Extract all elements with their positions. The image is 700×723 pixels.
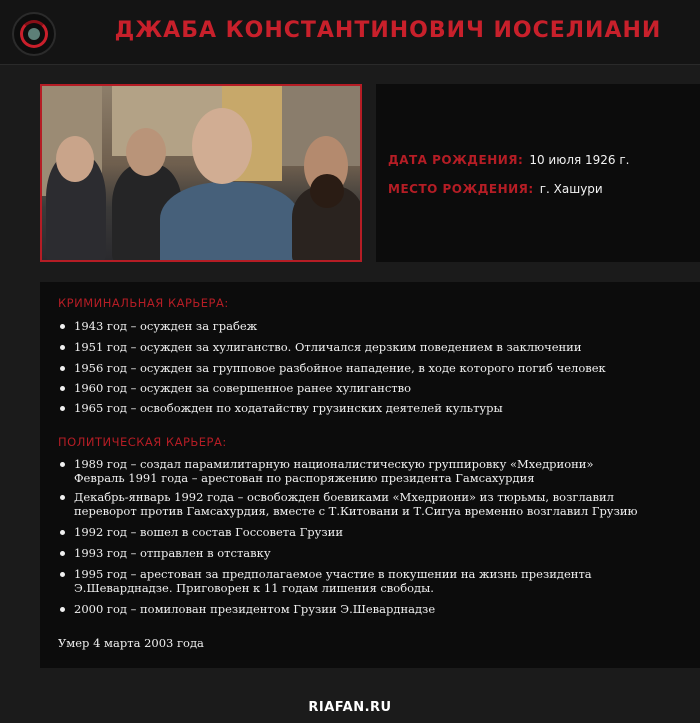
political-item: 1993 год – отправлен в отставку — [60, 546, 680, 560]
criminal-item: 1951 год – осужден за хулиганство. Отличался дерзким поведением в заключении — [60, 340, 680, 354]
logo-core — [28, 28, 40, 40]
footer-source: RIAFAN.RU — [308, 700, 392, 715]
bullet-icon — [60, 345, 65, 350]
bullet-icon — [60, 366, 65, 371]
page-title: ДЖАБА КОНСТАНТИНОВИЧ ИОСЕЛИАНИ — [114, 18, 662, 43]
political-item: 1995 год – арестован за предполагаемое участие в покушении на жизнь президента Э.Шеварднадзе. Приговорен к 11 годам лишения свободы. — [60, 567, 680, 595]
criminal-item: 1956 год – осужден за групповое разбойное нападение, в ходе которого погиб человек — [60, 361, 680, 375]
political-item: 1989 год – создал парамилитарную националистическую группировку «Мхедриони» Февраль 1991 года – арестован по распоряжению президента Гамсахурдия — [60, 457, 680, 485]
birth-date-label: ДАТА РОЖДЕНИЯ: — [388, 153, 524, 167]
birth-place-value: г. Хашури — [539, 182, 603, 196]
birth-info-panel — [376, 84, 700, 262]
page-header — [0, 0, 700, 65]
criminal-item: 1965 год – освобожден по ходатайству грузинских деятелей культуры — [60, 401, 680, 415]
criminal-item: 1960 год – осужден за совершенное ранее хулиганство — [60, 381, 680, 395]
political-item: 1992 год – вошел в состав Госсовета Грузии — [60, 525, 680, 539]
bullet-icon — [60, 495, 65, 500]
career-panel — [40, 282, 700, 668]
birth-place-row — [388, 182, 603, 196]
bullet-icon — [60, 530, 65, 535]
criminal-item: 1943 год – осужден за грабеж — [60, 319, 680, 333]
bullet-icon — [60, 324, 65, 329]
political-career-title: ПОЛИТИЧЕСКАЯ КАРЬЕРА: — [58, 435, 227, 449]
bullet-icon — [60, 462, 65, 467]
political-item: Декабрь-январь 1992 года – освобожден боевиками «Мхедриони» из тюрьмы, возглавил переворот против Гамсахурдия, вместе с Т.Китовани и Т.Сигуа временно возглавил Грузию — [60, 490, 680, 518]
birth-place-label: МЕСТО РОЖДЕНИЯ: — [388, 182, 534, 196]
bullet-icon — [60, 551, 65, 556]
political-item: 2000 год – помилован президентом Грузии Э.Шеварднадзе — [60, 602, 680, 616]
portrait-photo — [40, 84, 362, 262]
death-date: Умер 4 марта 2003 года — [58, 636, 204, 650]
criminal-career-title: КРИМИНАЛЬНАЯ КАРЬЕРА: — [58, 296, 229, 310]
birth-date-row — [388, 153, 630, 167]
birth-date-value: 10 июля 1926 г. — [529, 153, 630, 167]
bullet-icon — [60, 607, 65, 612]
bullet-icon — [60, 572, 65, 577]
bullet-icon — [60, 406, 65, 411]
logo-emblem-icon — [12, 12, 56, 56]
bullet-icon — [60, 386, 65, 391]
